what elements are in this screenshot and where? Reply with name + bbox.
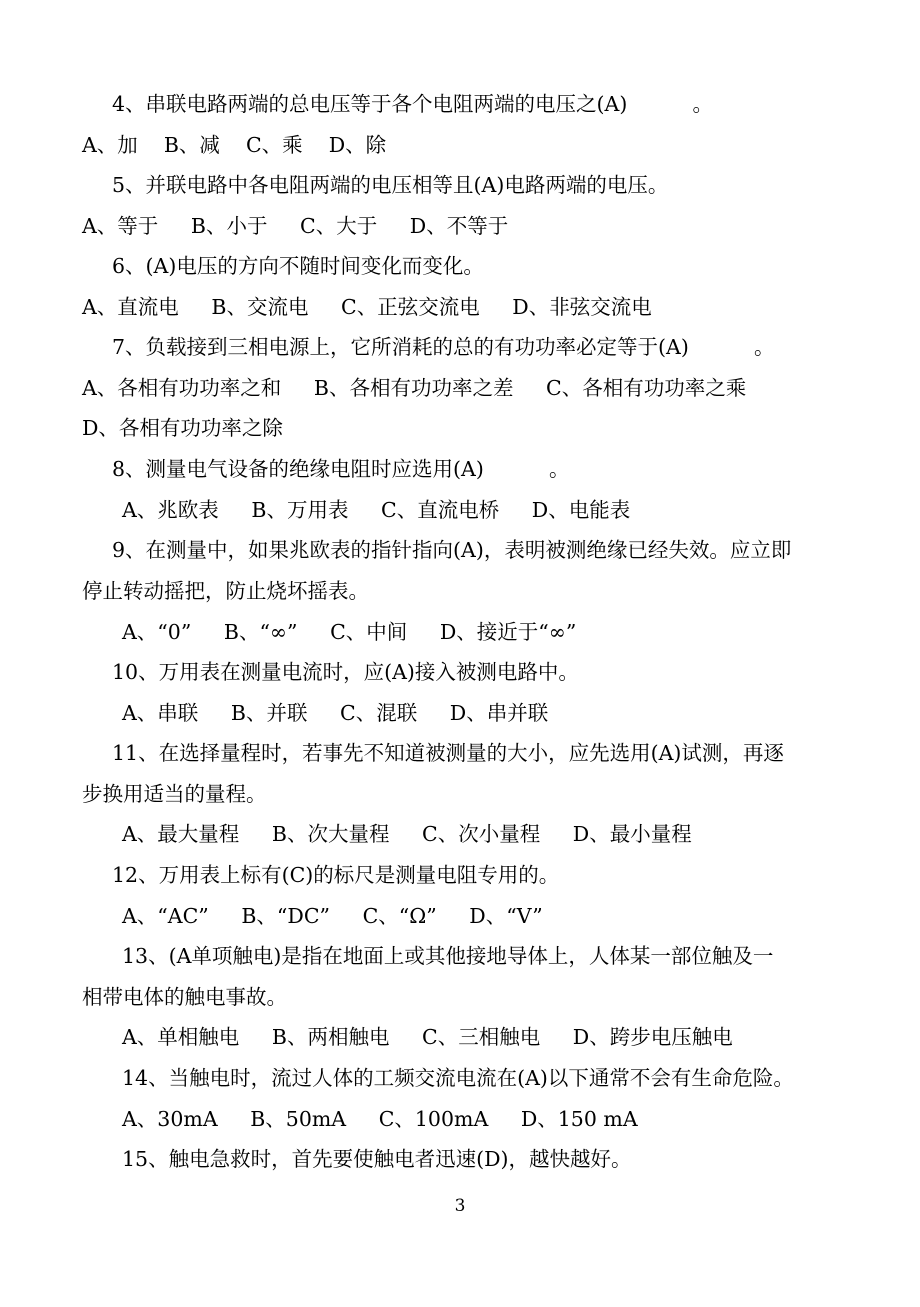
question-9: 9、在测量中，如果兆欧表的指针指向(A)，表明被测绝缘已经失效。应立即 (112, 538, 792, 562)
question-14: 14、当触电时，流过人体的工频交流电流在(A)以下通常不会有生命危险。 (122, 1066, 794, 1090)
question-12: 12、万用表上标有(C)的标尺是测量电阻专用的。 (112, 863, 560, 887)
question-8: 8、测量电气设备的绝缘电阻时应选用(A) 。 (112, 457, 570, 481)
question-11-options: A、最大量程 B、次大量程 C、次小量程 D、最小量程 (122, 822, 692, 846)
question-7: 7、负载接到三相电源上，它所消耗的总的有功功率必定等于(A) 。 (112, 335, 775, 359)
question-13: 13、(A单项触电)是指在地面上或其他接地导体上，人体某一部位触及一 (122, 944, 774, 968)
question-7-options: A、各相有功功率之和 B、各相有功功率之差 C、各相有功功率之乘 (82, 376, 747, 400)
question-6: 6、(A)电压的方向不随时间变化而变化。 (112, 254, 484, 278)
question-11-cont: 步换用适当的量程。 (82, 782, 267, 806)
question-15: 15、触电急救时，首先要使触电者迅速(D)，越快越好。 (122, 1147, 632, 1171)
question-11: 11、在选择量程时，若事先不知道被测量的大小，应先选用(A)试测，再逐 (112, 741, 784, 765)
question-10: 10、万用表在测量电流时，应(A)接入被测电路中。 (112, 660, 579, 684)
page-number: 3 (454, 1196, 466, 1216)
question-9-cont: 停止转动摇把，防止烧坏摇表。 (82, 579, 369, 603)
question-4-options: A、加 B、减 C、乘 D、除 (82, 133, 387, 157)
question-13-cont: 相带电体的触电事故。 (82, 985, 287, 1009)
question-8-options: A、兆欧表 B、万用表 C、直流电桥 D、电能表 (122, 498, 631, 522)
question-12-options: A、“AC” B、“DC” C、“Ω” D、“V” (122, 904, 543, 928)
question-14-options: A、30mA B、50mA C、100mA D、150 mA (122, 1107, 638, 1131)
question-7-options-cont: D、各相有功功率之除 (82, 416, 283, 440)
question-5: 5、并联电路中各电阻两端的电压相等且(A)电路两端的电压。 (112, 173, 669, 197)
question-5-options: A、等于 B、小于 C、大于 D、不等于 (82, 214, 509, 238)
question-4: 4、串联电路两端的总电压等于各个电阻两端的电压之(A) 。 (112, 92, 714, 116)
question-13-options: A、单相触电 B、两相触电 C、三相触电 D、跨步电压触电 (122, 1025, 733, 1049)
question-9-options: A、“0” B、“∞” C、中间 D、接近于“∞” (122, 620, 577, 644)
question-6-options: A、直流电 B、交流电 C、正弦交流电 D、非弦交流电 (82, 295, 652, 319)
question-10-options: A、串联 B、并联 C、混联 D、串并联 (122, 701, 549, 725)
